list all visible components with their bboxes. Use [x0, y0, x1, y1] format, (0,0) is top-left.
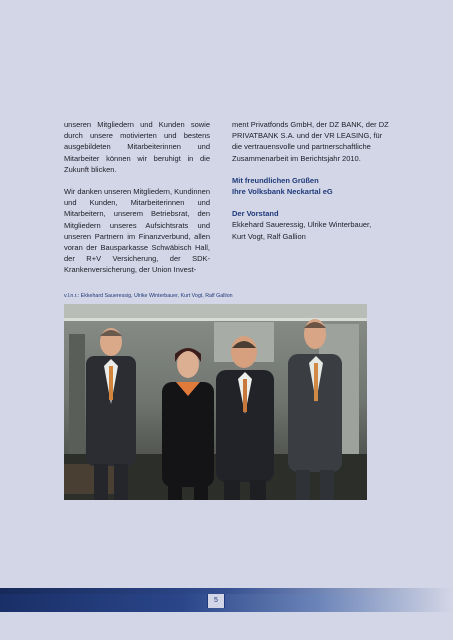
text-column-right	[232, 119, 390, 242]
paragraph: unseren Mitgliedern und Kunden sowie durch unsere motivierten und bestens ausgebildeten Mitarbeiterinnen und Mitarbeiter können wir beruhigt in die Zukunft blicken.	[64, 120, 210, 174]
board-names: Ekkehard Saueressig, Ulrike Winterbauer,	[232, 220, 372, 230]
board-title: Der Vorstand	[232, 209, 279, 219]
footer-accent	[0, 588, 453, 594]
board-names: Kurt Vogt, Ralf Gallion	[232, 231, 306, 241]
greeting-line: Mit freundlichen Grüßen	[232, 175, 319, 185]
paragraph: Wir danken unseren Mitgliedern, Kundinnen und Kunden, Mitarbeiterinnen und Mitarbeitern, unserem Betriebsrat, den Mitgliedern unseres Aufsichtsrats und unseren Partnern im Finanzverbund, allen voran der Bausparkasse Schwäbisch Hall, der R+V Versicherung, der SDK-Krankenversicherung, der Union Invest-	[64, 187, 210, 275]
board-photo	[64, 304, 367, 500]
bank-name: Ihre Volksbank Neckartal eG	[232, 187, 333, 197]
photo-caption: v.l.n.r.: Ekkehard Saueressig, Ulrike Winterbauer, Kurt Vogt, Ralf Gallion	[64, 293, 233, 299]
page-number: 5	[207, 594, 225, 608]
paragraph: ment Privatfonds GmbH, der DZ BANK, der DZ PRIVATBANK S.A. und der VR LEASING, für die vertrauensvolle und partnerschaftliche Zusammenarbeit im Berichtsjahr 2010.	[232, 120, 389, 163]
text-column-left	[64, 119, 210, 276]
